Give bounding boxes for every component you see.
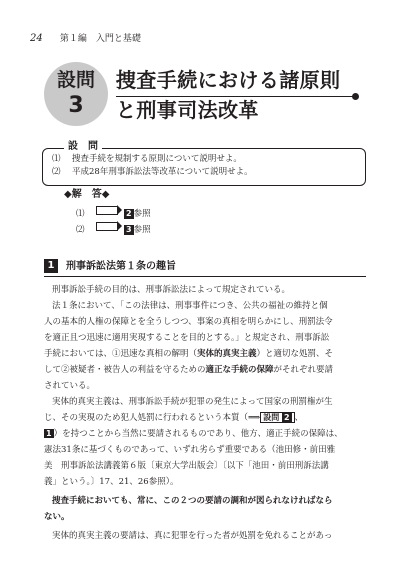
body-line (44, 348, 333, 360)
running-header (30, 33, 141, 45)
body-line (44, 428, 343, 440)
page-number: 24 (30, 33, 43, 44)
question-number-badge (44, 62, 108, 126)
question-reference-label: 設問 (263, 413, 280, 422)
body-line-emphasis: ない。 (44, 512, 70, 522)
answer-item (76, 206, 151, 220)
title-rule-dot (352, 93, 359, 100)
body-line-emphasis: 捜査手続においても、常に、この２つの要請の調和が図られなければなら (52, 496, 333, 506)
emphasis-term: 適正な手続の保障 (205, 365, 274, 375)
answer-item-number: ⑵ (76, 225, 85, 235)
question-title-line2: と刑事司法改革 (116, 98, 259, 122)
sub-reference-number: 1 (46, 429, 52, 438)
emphasis-term: 実体的真実主義 (197, 349, 257, 359)
body-text: じ、その実現のため犯人処罰に行われるという本質（ (44, 413, 249, 423)
question-item (52, 167, 253, 178)
section-number: 1 (44, 259, 58, 273)
reference-suffix: 参照 (133, 209, 151, 219)
body-line (44, 364, 333, 376)
chapter-title: 第１編 入門と基礎 (59, 34, 141, 44)
reference-arrow-icon: ⟹ (248, 413, 261, 423)
body-line: 法１条において、「この法律は、刑事事件につき、公共の福祉の維持と個 (52, 301, 328, 311)
body-text: 手続においては、①迅速な真相の解明（ (44, 349, 198, 359)
body-line: を適正且つ迅速に適用実現することを目的とする。」と規定され、刑事訴訟 (44, 333, 330, 343)
arrow-icon (96, 222, 118, 231)
body-line: 実体的真実主義は、刑事訴訟手続が犯罪の発生によって国家の刑罰権が生 (52, 397, 333, 407)
question-item-number: ⑵ (52, 167, 61, 177)
body-text: がそれぞれ要請 (273, 365, 334, 375)
body-line: 実体的真実主義の要請は、真に犯罪を行った者が処罰を免れることがあっ (52, 531, 333, 541)
question-box-heading: 設 問 (64, 141, 102, 153)
body-line: 憲法31条に基づくものであって、いずれ劣らず重要である（池田修・前田雅 (44, 445, 336, 455)
reference-number: 3 (126, 225, 132, 234)
reference-suffix: 参照 (133, 225, 151, 235)
body-text: ）を持つことから当然に要請されるものであり、他方、適正手続の保障は、 (53, 429, 343, 439)
body-text: して②被疑者・被告人の利益を守るための (44, 365, 206, 375)
reference-number: 2 (126, 209, 132, 218)
question-title (116, 65, 356, 125)
body-line: 人の基本的人権の保障とを全うしつつ、事案の真相を明らかにし、刑罰法令 (44, 317, 333, 327)
question-item (52, 154, 242, 165)
body-line: 義」という。〕17、21、26参照）。 (44, 477, 179, 487)
title-rule (116, 96, 356, 97)
question-item-number: ⑴ (52, 154, 61, 164)
body-line: 刑事訴訟手続の目的は、刑事訴訟法によって規定されている。 (52, 285, 291, 295)
answer-heading: ◆解 答◆ (64, 189, 110, 200)
answer-item (76, 222, 151, 236)
question-item-text: 平成28年刑事訴訟法等改革について説明せよ。 (72, 167, 253, 177)
question-number: 3 (68, 93, 84, 118)
question-title-line1: 捜査手続における諸原則 (116, 68, 341, 92)
question-reference-number: 2 (284, 413, 290, 422)
question-label: 設問 (56, 69, 95, 91)
arrow-icon (96, 206, 118, 215)
section-title: 刑事訴訟法第１条の趣旨 (66, 261, 176, 272)
question-item-text: 捜査手続を規制する原則について説明せよ。 (72, 154, 242, 164)
body-text: 、 (294, 413, 304, 423)
answer-item-number: ⑴ (76, 209, 85, 219)
question-reference (260, 412, 294, 423)
body-line (44, 412, 303, 424)
body-line: されている。 (44, 381, 96, 391)
body-line: 美 刑事訴訟法講義第６版〔東京大学出版会〕〔以下「池田・前田刑訴法講 (44, 461, 329, 471)
body-text: ）と適切な処罰、そ (256, 349, 334, 359)
section-heading (44, 258, 366, 277)
